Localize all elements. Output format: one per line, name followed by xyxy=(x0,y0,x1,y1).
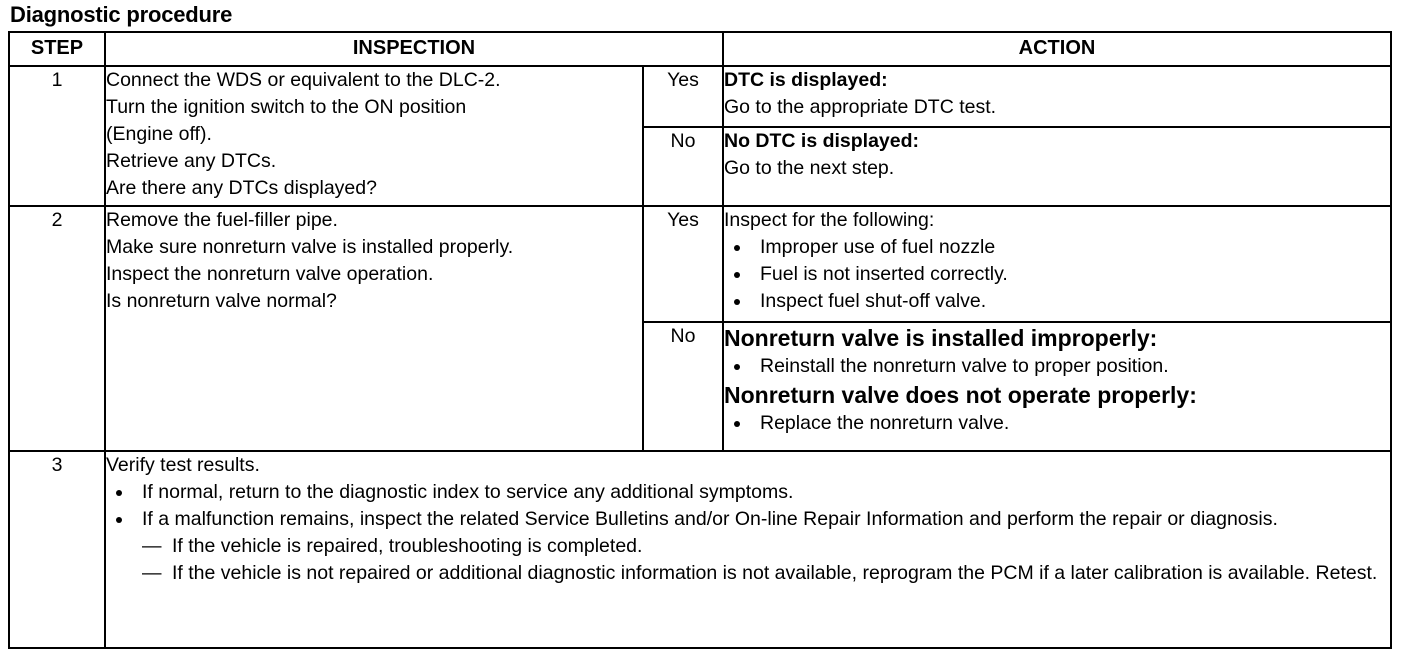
header-inspection: INSPECTION xyxy=(105,32,723,66)
action-text: Go to the appropriate DTC test. xyxy=(724,96,997,118)
action-cell xyxy=(723,206,1391,322)
bullet-item: If a malfunction remains, inspect the related Service Bulletins and/or On-line Repair Information and perform the repair or diagnosis. xyxy=(106,506,1390,533)
action-cell xyxy=(723,127,1391,206)
bullet-item: Fuel is not inserted correctly. xyxy=(724,261,1390,288)
diagnostic-procedure-table xyxy=(8,31,1392,649)
verify-intro: Verify test results. xyxy=(106,454,260,476)
dash-item xyxy=(106,533,1390,560)
no-label: No xyxy=(643,127,723,206)
page-title: Diagnostic procedure xyxy=(10,2,233,27)
yes-label: Yes xyxy=(643,66,723,127)
header-row xyxy=(9,32,1391,66)
bullet-item: Improper use of fuel nozzle xyxy=(724,234,1390,261)
inspection-cell xyxy=(105,66,643,206)
action-intro: Inspect for the following: xyxy=(724,209,935,231)
inspection-cell xyxy=(105,206,643,451)
dash-text: If the vehicle is not repaired or additional diagnostic information is not available, reprogram the PCM if a later calibration is available. Retest. xyxy=(172,562,1378,584)
no-label: No xyxy=(643,322,723,451)
action-cell xyxy=(723,322,1391,451)
action-heading: Nonreturn valve is installed improperly: xyxy=(724,325,1158,351)
inspection-line: Turn the ignition switch to the ON position xyxy=(106,96,467,118)
bullet-item: Reinstall the nonreturn valve to proper position. xyxy=(724,353,1390,380)
inspection-line: (Engine off). xyxy=(106,123,212,145)
table-row xyxy=(9,451,1391,648)
inspection-line: Inspect the nonreturn valve operation. xyxy=(106,263,434,285)
inspection-line: Make sure nonreturn valve is installed properly. xyxy=(106,236,514,258)
action-heading: DTC is displayed: xyxy=(724,69,888,91)
verify-cell xyxy=(105,451,1391,648)
action-text: Go to the next step. xyxy=(724,157,895,179)
dash-mark: — xyxy=(142,562,162,584)
dash-mark: — xyxy=(142,535,162,557)
dash-text: If the vehicle is repaired, troubleshooting is completed. xyxy=(172,535,643,557)
action-cell xyxy=(723,66,1391,127)
inspection-line: Connect the WDS or equivalent to the DLC-2. xyxy=(106,69,501,91)
table-row xyxy=(9,206,1391,322)
header-action: ACTION xyxy=(723,32,1391,66)
action-heading: Nonreturn valve does not operate properly: xyxy=(724,382,1197,408)
step-number: 1 xyxy=(9,66,105,206)
inspection-line: Is nonreturn valve normal? xyxy=(106,290,337,312)
bullet-item: If normal, return to the diagnostic index to service any additional symptoms. xyxy=(106,479,1390,506)
inspection-line: Retrieve any DTCs. xyxy=(106,150,277,172)
bullet-item: Inspect fuel shut-off valve. xyxy=(724,288,1390,315)
inspection-line: Are there any DTCs displayed? xyxy=(106,177,377,199)
action-heading: No DTC is displayed: xyxy=(724,130,920,152)
header-step: STEP xyxy=(9,32,105,66)
step-number: 2 xyxy=(9,206,105,451)
yes-label: Yes xyxy=(643,206,723,322)
inspection-line: Remove the fuel-filler pipe. xyxy=(106,209,338,231)
step-number: 3 xyxy=(9,451,105,648)
dash-item xyxy=(106,560,1390,587)
table-row xyxy=(9,66,1391,127)
bullet-item: Replace the nonreturn valve. xyxy=(724,410,1390,437)
